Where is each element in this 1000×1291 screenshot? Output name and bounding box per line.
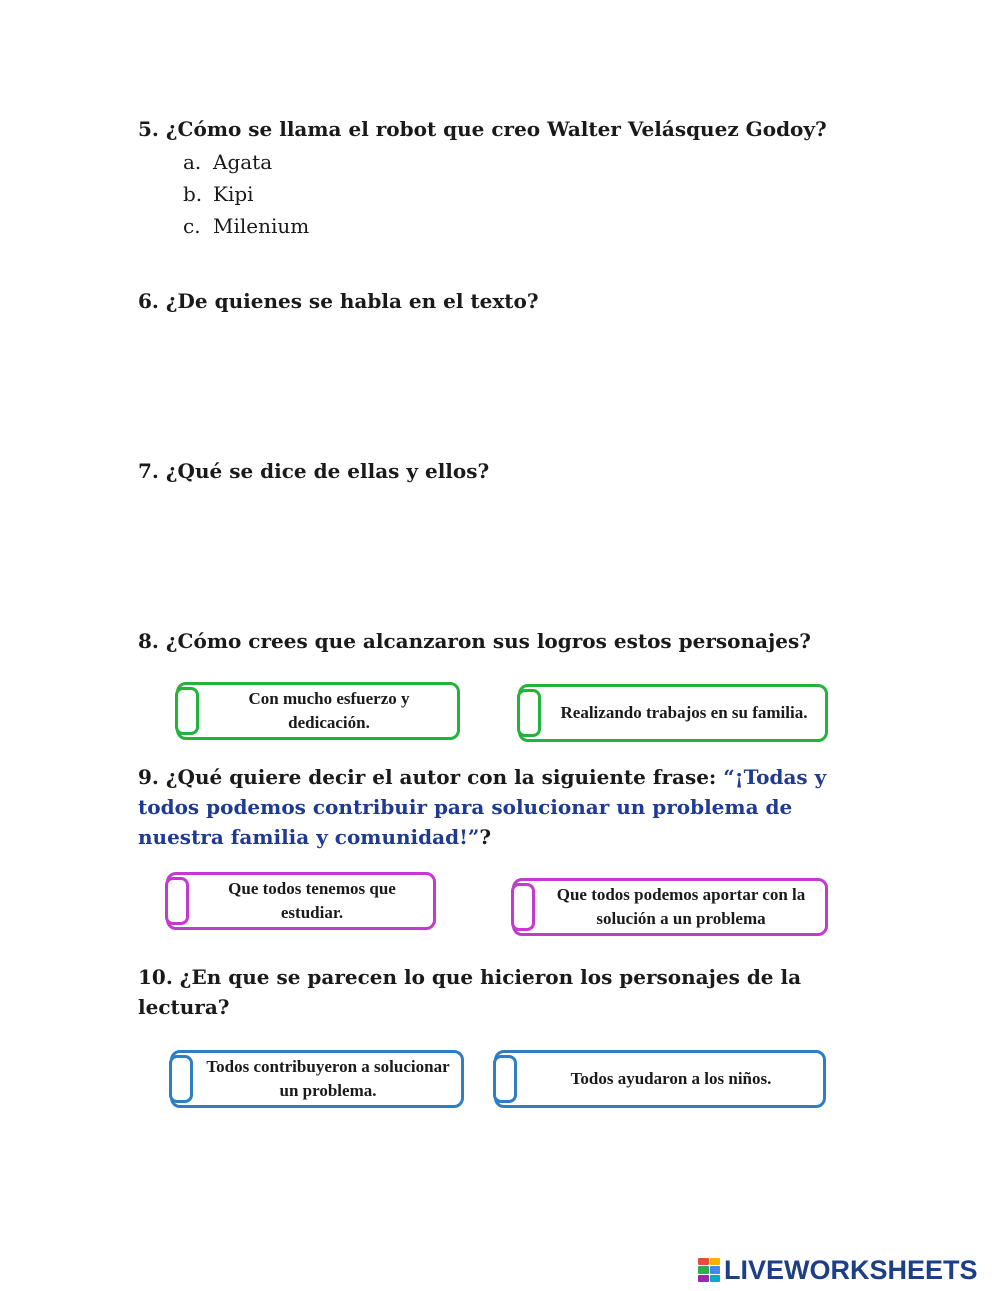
- question-9: [138, 762, 868, 852]
- answer-text: Realizando trabajos en su familia.: [560, 703, 808, 722]
- liveworksheets-logo-icon: [698, 1258, 720, 1282]
- option-label: Agata: [213, 150, 273, 174]
- question-10: 10. ¿En que se parecen lo que hicieron los personajes de la lectura?: [138, 965, 802, 1019]
- q8-answer-2[interactable]: [518, 684, 828, 742]
- option-b[interactable]: [183, 178, 309, 210]
- answer-text: Todos ayudaron a los niños.: [570, 1069, 772, 1088]
- checkbox[interactable]: [517, 689, 541, 737]
- q10-answer-1[interactable]: [170, 1050, 464, 1108]
- question-5-options: [183, 146, 309, 242]
- q8-answer-1[interactable]: [176, 682, 460, 740]
- checkbox[interactable]: [493, 1055, 517, 1103]
- option-letter: a.: [183, 150, 202, 174]
- checkbox[interactable]: [169, 1055, 193, 1103]
- question-7: 7. ¿Qué se dice de ellas y ellos?: [138, 459, 490, 483]
- option-a[interactable]: [183, 146, 309, 178]
- liveworksheets-logo[interactable]: [698, 1255, 978, 1285]
- checkbox[interactable]: [511, 883, 535, 931]
- question-9-quote: “¡Todas y todos podemos contribuir para solucionar un problema de nuestra familia y comunidad!”: [138, 765, 827, 849]
- checkbox[interactable]: [175, 687, 199, 735]
- q9-answer-2[interactable]: [512, 878, 828, 936]
- answer-text: Que todos tenemos que estudiar.: [228, 879, 396, 922]
- question-9-suffix: ?: [479, 825, 492, 849]
- checkbox[interactable]: [165, 877, 189, 925]
- question-5: 5. ¿Cómo se llama el robot que creo Walter Velásquez Godoy?: [138, 117, 827, 141]
- option-c[interactable]: [183, 210, 309, 242]
- answer-text: Todos contribuyeron a solucionar un problema.: [206, 1057, 450, 1100]
- q10-answer-2[interactable]: [494, 1050, 826, 1108]
- option-letter: c.: [183, 214, 201, 238]
- question-8: 8. ¿Cómo crees que alcanzaron sus logros estos personajes?: [138, 629, 811, 653]
- question-6: 6. ¿De quienes se habla en el texto?: [138, 289, 539, 313]
- answer-text: Que todos podemos aportar con la solución a un problema: [556, 885, 806, 928]
- question-9-prefix: 9. ¿Qué quiere decir el autor con la siguiente frase:: [138, 765, 724, 789]
- q9-answer-1[interactable]: [166, 872, 436, 930]
- option-letter: b.: [183, 182, 203, 206]
- logo-text: LIVEWORKSHEETS: [724, 1254, 978, 1285]
- option-label: Kipi: [213, 182, 254, 206]
- option-label: Milenium: [213, 214, 310, 238]
- answer-text: Con mucho esfuerzo y dedicación.: [248, 689, 410, 732]
